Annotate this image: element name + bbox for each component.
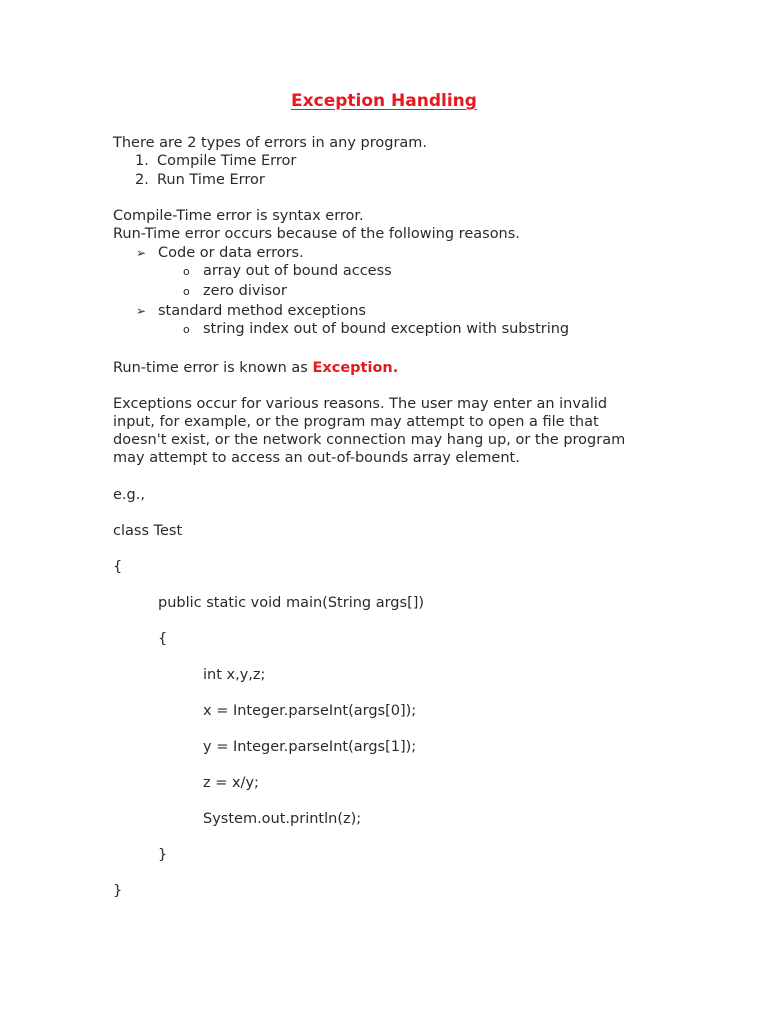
page-title: Exception Handling xyxy=(291,91,477,111)
paragraph-line: may attempt to access an out-of-bounds array element. xyxy=(113,450,520,466)
subitem-array-bound: array out of bound access xyxy=(203,263,392,279)
code-close-brace: } xyxy=(158,847,168,863)
code-open-brace: { xyxy=(113,559,123,575)
code-close-brace: } xyxy=(113,883,123,899)
compile-time-line: Compile-Time error is syntax error. xyxy=(113,208,364,224)
code-line: System.out.println(z); xyxy=(203,811,362,827)
circle-bullet-icon: o xyxy=(183,323,190,336)
list-item-compile-time xyxy=(135,152,296,170)
paragraph-line: input, for example, or the program may attempt to open a file that xyxy=(113,414,599,430)
code-line: int x,y,z; xyxy=(203,667,266,683)
list-number: 2. xyxy=(135,172,149,188)
list-item-label: Compile Time Error xyxy=(157,153,297,169)
code-class-line: class Test xyxy=(113,523,183,539)
intro-line: There are 2 types of errors in any program. xyxy=(113,135,428,151)
circle-bullet-icon: o xyxy=(183,285,190,298)
known-as-line xyxy=(113,359,398,377)
arrow-bullet-icon: ➢ xyxy=(136,246,147,260)
reason-standard-method: standard method exceptions xyxy=(158,303,366,319)
run-time-line: Run-Time error occurs because of the following reasons. xyxy=(113,226,520,242)
list-item-run-time xyxy=(135,171,265,189)
paragraph-line: doesn't exist, or the network connection may hang up, or the program xyxy=(113,432,626,448)
circle-bullet-icon: o xyxy=(183,265,190,278)
reason-code-data: Code or data errors. xyxy=(158,245,304,261)
list-item-label: Run Time Error xyxy=(157,172,265,188)
code-open-brace: { xyxy=(158,631,168,647)
code-line: z = x/y; xyxy=(203,775,259,791)
subitem-zero-divisor: zero divisor xyxy=(203,283,287,299)
exception-term: Exception. xyxy=(312,360,399,376)
subitem-string-index: string index out of bound exception with substring xyxy=(203,321,570,337)
paragraph-line: Exceptions occur for various reasons. The user may enter an invalid xyxy=(113,396,608,412)
code-line: x = Integer.parseInt(args[0]); xyxy=(203,703,417,719)
example-label: e.g., xyxy=(113,487,145,503)
arrow-bullet-icon: ➢ xyxy=(136,304,147,318)
known-as-prefix: Run-time error is known as xyxy=(113,360,313,376)
code-main-signature: public static void main(String args[]) xyxy=(158,595,425,611)
list-number: 1. xyxy=(135,153,149,169)
code-line: y = Integer.parseInt(args[1]); xyxy=(203,739,417,755)
